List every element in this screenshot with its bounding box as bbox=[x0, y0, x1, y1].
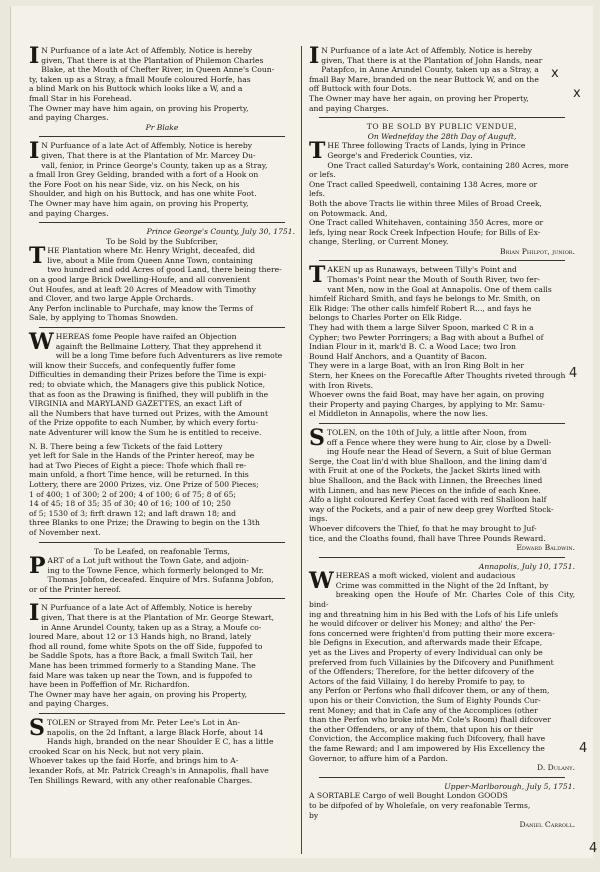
ad-line: nate Adventurer will know the Sum he is entitled to receive. bbox=[29, 427, 262, 437]
ad-line: lefs, lying near Rock Creek Infpection Houfe; for Bills of Ex- bbox=[309, 227, 541, 237]
ad-line: George's and Frederick Counties, viz. bbox=[327, 150, 473, 160]
ad-line: given, That there is at the Plantation of Mr. Marcey Du- bbox=[41, 150, 256, 160]
ad-line: belongs to Charles Porter on Elk Ridge. bbox=[309, 313, 462, 323]
ad-line: yet as the Lives and Property of every Individual can only be bbox=[309, 648, 543, 658]
ad-line: given, That there is at the Plantation of Mr. George Stewart, bbox=[41, 613, 275, 623]
divider bbox=[319, 117, 565, 118]
ad-line: blue Shalloon, and the Back with Linnen, the Breeches lined bbox=[309, 475, 543, 485]
ad-line: N Purfuance of a late Act of Affembly, Notice is hereby bbox=[41, 46, 253, 55]
ad-line: two hundred and odd Acres of good Land, there being there- bbox=[47, 265, 282, 275]
ad-line: Both the above Tracts lie within three Miles of Broad Creek, bbox=[309, 198, 542, 208]
ad-line: The Owner may have her again, on proving her Property, bbox=[309, 93, 529, 103]
ad-line: live, about a Mile from Queen Anne Town, containing bbox=[47, 255, 253, 265]
drop-cap: I bbox=[309, 43, 320, 69]
ad-line: A SORTABLE Cargo of well Bought London GOODS bbox=[309, 791, 508, 801]
ad-line: ing to the Towne Fence, which formerly belonged to Mr. bbox=[47, 565, 264, 575]
ad-line: off Buttock with four Dots. bbox=[309, 84, 412, 94]
divider bbox=[39, 598, 285, 599]
margin-cross-mark: x bbox=[573, 86, 581, 101]
ad-line: They were in a large Boat, with an Iron Ring Bolt in her bbox=[309, 361, 525, 371]
ad-line: Elk Ridge: The other calls himfelf Robert R..., and fays he bbox=[309, 303, 532, 313]
ad-line: red; to obviate which, the Managers give this publick Notice, bbox=[29, 380, 266, 389]
ad-heading: To be Sold by the Subfcriber, bbox=[106, 236, 218, 246]
ad-line: off a Fence where they were hung to Air, close by a Dwell- bbox=[326, 437, 552, 447]
ad-line: with Fruit at one of the Pockets, the Jacket Skirts lined with bbox=[309, 466, 541, 476]
ad-line: fmall Bay Mare, branded on the near Buttock W, and on the bbox=[309, 74, 539, 84]
ad-line: The Owner may have him again, on proving his Property, bbox=[29, 198, 249, 208]
ad-line: fmall Star in his Forehead. bbox=[29, 93, 132, 103]
ad-line: Hands high, branded on the near Shoulder E C, has a little bbox=[46, 737, 274, 747]
ad-line: a fmall Iron Grey Gelding, branded with a fort of a Hook on bbox=[29, 170, 259, 180]
ad-line: by bbox=[309, 810, 319, 820]
ad-line: VIRGINIA and MARYLAND GAZETTES, an exact Lift of bbox=[29, 399, 242, 409]
ad-line: with Iron Rivets. bbox=[309, 380, 374, 390]
ad-line: Any Perfon inclinable to Purchafe, may know the Terms of bbox=[29, 303, 253, 313]
divider bbox=[39, 713, 285, 714]
ad-line: Whoever owns the faid Boat, may have her again, on proving bbox=[309, 390, 545, 400]
ad-line: ty, taken up as a Stray, a fmall Moufe coloured Horfe, has bbox=[29, 74, 251, 84]
ad-signature: Daniel Carroll. bbox=[519, 820, 575, 830]
divider bbox=[39, 222, 285, 223]
ad-line: and paying Charges. bbox=[29, 699, 109, 709]
ad-line: their Property and paying Charges, by applying to Mr. Samu- bbox=[309, 399, 545, 409]
ad-line: will be a long Time before fuch Adventurers as live remote bbox=[55, 351, 283, 361]
margin-numeral: 4 bbox=[569, 366, 578, 381]
ad-line: Whoever takes up the faid Horfe, and brings him to A- bbox=[29, 756, 239, 766]
ad-line: Whoever difcovers the Thief, fo that he may brought to Juf- bbox=[309, 523, 537, 533]
dateline: Upper-Marlborough, July 5, 1751. bbox=[444, 781, 575, 791]
dateline: Prince George's County, July 30, 1751. bbox=[146, 227, 295, 237]
handwritten-signature: Pr Blake bbox=[145, 122, 179, 132]
ad-line: fons concerned were frighten'd from putting their more excera- bbox=[309, 628, 555, 638]
ad-line: on a good large Brick Dwelling-Houfe, and all convenient bbox=[29, 275, 251, 285]
ad-line: upon his or their Conviction, the Sum of Eighty Pounds Cur- bbox=[309, 696, 541, 705]
ad-line: yet left for Sale in the Hands of the Printer hereof, may be bbox=[29, 451, 255, 461]
ad-line: ings. bbox=[309, 514, 328, 524]
drop-cap: I bbox=[29, 138, 40, 165]
ad-line: HE Plantation where Mr. Henry Wright, deceafed, did bbox=[47, 246, 255, 256]
ad-line: of 5; 1530 of 3; firft drawn 12; and laft drawn 18; and bbox=[29, 508, 237, 518]
ad-line: N. B. There being a few Tickets of the faid Lottery bbox=[29, 441, 223, 451]
newspaper-page bbox=[10, 6, 598, 858]
ad-line: will know their Succefs, and confequently fuffer fome bbox=[29, 360, 236, 370]
stolen-clothes-ad bbox=[309, 424, 575, 553]
ad-line: all the Numbers that have turned out Prizes, with the Amount bbox=[29, 408, 269, 418]
ad-line: main unfold, a fhort Time hence, will be returned. In this bbox=[29, 470, 249, 480]
ad-line: with Linnen, and has new Pieces on the infide of each Knee. bbox=[309, 485, 541, 495]
ad-line: Difficulties in demanding their Prizes before the Time is expi- bbox=[29, 370, 267, 380]
ad-line: the other Offenders, or any of them, that upon his or their bbox=[309, 724, 533, 734]
ad-line: Stern, her Knees on the Forecaftle After Thoughts riveted through bbox=[309, 371, 566, 380]
ad-line: the fame Reward; and I am impowered by His Excellency the bbox=[309, 743, 545, 753]
ad-line: in Anne Arundel County, taken up as a Stray, a Moufe co- bbox=[41, 622, 262, 632]
ad-line: el Middleton in Annapolis, where the now lies. bbox=[309, 409, 488, 419]
margin-numeral: 4 bbox=[579, 741, 588, 756]
ad-line: againft the Bellmaine Lottery, That they apprehend it bbox=[55, 341, 262, 351]
right-column bbox=[309, 43, 578, 834]
ad-line: lefs. bbox=[309, 189, 326, 199]
ad-line: that as foon as the Drawing is finifhed, they will publifh in the bbox=[29, 389, 269, 399]
ad-line: have been in Poffeffion of Mr. Richardfon. bbox=[29, 680, 190, 690]
drop-cap: T bbox=[309, 138, 326, 165]
divider bbox=[39, 136, 285, 137]
ad-line: tice, and the Cloaths found, fhall have Three Pounds Reward. bbox=[309, 533, 546, 543]
ad-signature: Edward Baldwin. bbox=[516, 543, 575, 553]
ad-line: Ten Shillings Reward, with any other reafonable Charges. bbox=[29, 775, 253, 785]
ad-line: Bound Half Anchors, and a Quantity of Bacon. bbox=[309, 351, 487, 361]
ad-line: vant Men, now in the Goal at Annapolis. One of them calls bbox=[327, 284, 552, 294]
ad-line: any Perfon or Perfons who fhall difcover them, or any of them, bbox=[309, 686, 550, 696]
margin-numeral: 4 bbox=[589, 841, 598, 856]
ad-line: breaking open the Houfe of Mr. Charles Cole of this City, bind- bbox=[309, 590, 575, 610]
ad-line: had at Two Pieces of Eight a piece: Thofe which fhall re- bbox=[29, 460, 247, 470]
lot-lease-ad bbox=[29, 547, 295, 595]
ad-line: Lottery, there are 2000 Prizes, viz. One Prize of 500 Pieces; bbox=[29, 479, 259, 489]
ad-line: Cypher; two Pewter Porringers; a Bag with about a Bufhel of bbox=[309, 332, 544, 342]
ad-line: One Tract called Whitehaven, containing 350 Acres, more or bbox=[309, 218, 544, 228]
divider bbox=[39, 542, 285, 543]
ad-line: to be difpofed of by Wholefale, on very reafonable Terms, bbox=[309, 800, 531, 810]
ad-line: lexander Rofs, at Mr. Patrick Creagh's in Annapolis, fhall have bbox=[29, 765, 269, 775]
ad-line: HEREAS fome People have raifed an Objection bbox=[55, 332, 237, 342]
ad-line: loured Mare, about 12 or 13 Hands high, no Brand, lately bbox=[29, 632, 252, 642]
ad-line: way of the Pockets, and a pair of new deep grey Worfted Stock- bbox=[309, 504, 554, 514]
divider bbox=[319, 557, 565, 558]
divider bbox=[319, 260, 565, 261]
ad-line: of the Offenders; Therefore, for the better difcovery of the bbox=[309, 667, 534, 677]
ad-line: HE Three following Tracts of Lands, lying in Prince bbox=[327, 141, 526, 151]
ad-line: N Purfuance of a late Act of Affembly, Notice is hereby bbox=[321, 46, 533, 55]
ad-line: Conviction, the Accomplice making fuch Difcovery, fhall have bbox=[309, 734, 546, 744]
ad-line: given, That there is at the Plantation of Philemon Charles bbox=[41, 55, 264, 65]
column-rule bbox=[301, 46, 302, 854]
ad-line: change, Sterling, or Current Money. bbox=[309, 237, 449, 247]
ad-line: or of the Printer hereof. bbox=[29, 584, 121, 594]
ad-line: napolis, on the 2d Inftant, a large Black Horfe, about 14 bbox=[46, 727, 264, 737]
ad-line: N Purfuance of a late Act of Affembly, Notice is hereby bbox=[41, 141, 253, 151]
dateline: Annapolis, July 10, 1751. bbox=[478, 561, 575, 571]
ad-line: and paying Charges. bbox=[29, 113, 109, 123]
ad-heading: To be Leafed, on reafonable Terms, bbox=[94, 546, 230, 556]
ad-line: TOLEN, on the 10th of July, a little after Noon, from bbox=[326, 427, 527, 437]
divider bbox=[319, 777, 565, 778]
ad-line: and paying Charges. bbox=[29, 208, 109, 218]
ad-line: the Fore Foot on his near Side, viz. on his Neck, on his bbox=[29, 179, 240, 189]
ad-line: on Potowmack. And, bbox=[309, 208, 388, 218]
ad-line: Mane has been trimmed formerly to a Standing Mane. The bbox=[29, 661, 256, 671]
plantation-sale-ad bbox=[29, 227, 295, 323]
ad-line: be Saddle Spots, has a ftore Back, a fmall Switch Tail, her bbox=[29, 651, 253, 661]
ad-line: preferved from fuch Villainies by the Difcovery and Punifhment bbox=[309, 657, 554, 667]
ad-line: Crime was committed in the Night of the 2d Inftant, by bbox=[335, 580, 549, 590]
ad-line: and paying Charges. bbox=[309, 103, 389, 113]
ad-line: AKEN up as Runaways, between Tilly's Point and bbox=[327, 265, 517, 275]
ad-line: Alfo a light coloured Kerfey Coat faced with red Shalloon half bbox=[309, 495, 547, 505]
left-column bbox=[29, 43, 295, 789]
goods-sale-ad bbox=[309, 782, 575, 830]
drop-cap: W bbox=[29, 329, 54, 356]
drop-cap: S bbox=[309, 424, 325, 451]
stray-horse-notice bbox=[29, 43, 295, 132]
ad-line: The Owner may have her again, on proving his Property, bbox=[29, 689, 248, 699]
drop-cap: T bbox=[309, 262, 326, 289]
ad-line: of the Prize oppofite to each Number, by which every fortu- bbox=[29, 418, 259, 428]
ad-line: Governor, to affure him of a Pardon. bbox=[309, 753, 448, 763]
ad-line: 14 of 45; 18 of 35; 35 of 30; 40 of 16; 100 of 10; 250 bbox=[29, 499, 231, 509]
ad-line: They had with them a large Silver Spoon, marked C R in a bbox=[309, 323, 534, 333]
ad-line: Indian Flour in it, mark'd B. C. a Wood Lace; two Iron bbox=[309, 342, 516, 352]
ad-line: ing Houfe near the Head of Severn, a Suit of blue German bbox=[326, 447, 552, 457]
stray-mare-notice bbox=[29, 600, 295, 709]
ad-line: Serge, the Coat lin'd with blue Shalloon, and the lining dam'd bbox=[309, 456, 547, 466]
ad-line: Shoulder, and high on his Buttock, and has one white Foot. bbox=[29, 189, 257, 199]
ad-line: Out Houfes, and at leaft 20 Acres of Meadow with Timothy bbox=[29, 284, 257, 294]
ad-line: fhod all round, fome white Spots on the off Side, fuppofed to bbox=[29, 641, 263, 651]
ad-line: One Tract called Speedwell, containing 138 Acres, more or bbox=[309, 179, 538, 189]
ad-line: rent Money; and that in Cafe any of the Accomplices (other bbox=[309, 705, 538, 715]
ad-signature: Brian Philpot, junior. bbox=[500, 246, 575, 256]
ad-line: One Tract called Saturday's Work, containing 280 Acres, more bbox=[327, 160, 569, 170]
runaways-notice bbox=[309, 262, 578, 419]
ad-line: and Clover, and two large Apple Orchards. bbox=[29, 294, 194, 304]
ad-line: faid Mare was taken up near the Town, and is fuppofed to bbox=[29, 670, 253, 680]
ad-line: crooked Scar on his Neck, but not very plain. bbox=[29, 746, 204, 756]
drop-cap: I bbox=[29, 43, 40, 69]
ad-line: The Owner may have him again, on proving his Property, bbox=[29, 103, 249, 113]
ad-line: Actors of the faid Villainy, I do hereby Promife to pay, to bbox=[309, 676, 525, 686]
ad-line: TOLEN or Strayed from Mr. Peter Lee's Lot in An- bbox=[46, 718, 240, 727]
ad-line: himfelf Richard Smith, and fays he belongs to Mr. Smith, on bbox=[309, 294, 541, 304]
ad-line: than the Perfon who broke into Mr. Cole's Room) fhall difcover bbox=[309, 715, 551, 725]
ad-line: 1 of 400; 1 of 300; 2 of 200; 4 of 100; 6 of 75; 8 of 65; bbox=[29, 489, 236, 499]
stolen-horse-ad bbox=[29, 715, 295, 785]
drop-cap: W bbox=[309, 568, 334, 595]
divider bbox=[39, 327, 285, 328]
stray-bay-mare-notice bbox=[309, 43, 575, 113]
ad-line: Thomas Jobfon, deceafed. Enquire of Mrs. Sufanna Jobfon, bbox=[47, 575, 274, 585]
lottery-notice bbox=[29, 329, 295, 438]
drop-cap: T bbox=[29, 243, 46, 270]
ad-line: or lefs. bbox=[309, 170, 336, 180]
ad-line: ing and threatning him in his Bed with the Lofs of his Life unlefs bbox=[309, 609, 558, 619]
margin-cross-mark: x bbox=[551, 66, 559, 81]
ad-line: three Blanks to one Prize; the Drawing to begin on the 13th bbox=[29, 518, 260, 528]
ad-line: Blake, at the Mouth of Chefter River, in Queen Anne's Coun- bbox=[41, 65, 275, 75]
ad-heading: TO BE SOLD BY PUBLIC VENDUE, bbox=[366, 122, 518, 132]
drop-cap: S bbox=[29, 715, 45, 741]
ad-line: HEREAS a moft wicked, violent and audacious bbox=[335, 571, 516, 581]
ad-line: given, That there is at the Plantation of John Hands, near bbox=[321, 55, 543, 65]
ad-line: ble Defigns in Execution, and afterwards made their Efcape, bbox=[309, 638, 543, 648]
ad-line: he would difcover or deliver his Money; and altho' the Per- bbox=[309, 619, 536, 629]
lottery-tickets-note bbox=[29, 442, 295, 538]
ad-line: ART of a Lot juft without the Town Gate, and adjoin- bbox=[47, 556, 249, 566]
drop-cap: I bbox=[29, 600, 40, 627]
ad-line: Thomas's Point near the Mouth of South River, two fer- bbox=[327, 275, 540, 285]
ad-signature: D. Dulany. bbox=[537, 763, 575, 773]
ad-line: vall, fenior, in Prince George's County, taken up as a Stray, bbox=[41, 160, 268, 170]
stray-gelding-notice bbox=[29, 138, 295, 218]
ad-subheading: On Wednefday the 28th Day of Auguft, bbox=[367, 131, 517, 141]
ad-line: Patapfco, in Anne Arundel County, taken up as a Stray, a bbox=[321, 65, 539, 75]
ad-line: a blind Mark on his Buttock which looks like a W, and a bbox=[29, 84, 243, 94]
ad-line: N Purfuance of a late Act of Affembly, Notice is hereby bbox=[41, 603, 253, 613]
public-vendue-ad bbox=[309, 122, 575, 256]
ad-line: of November next. bbox=[29, 527, 101, 537]
reward-proclamation bbox=[309, 562, 575, 773]
divider bbox=[319, 423, 565, 424]
ad-line: Sale, by applying to Thomas Snowden. bbox=[29, 313, 179, 323]
drop-cap: P bbox=[29, 553, 46, 580]
